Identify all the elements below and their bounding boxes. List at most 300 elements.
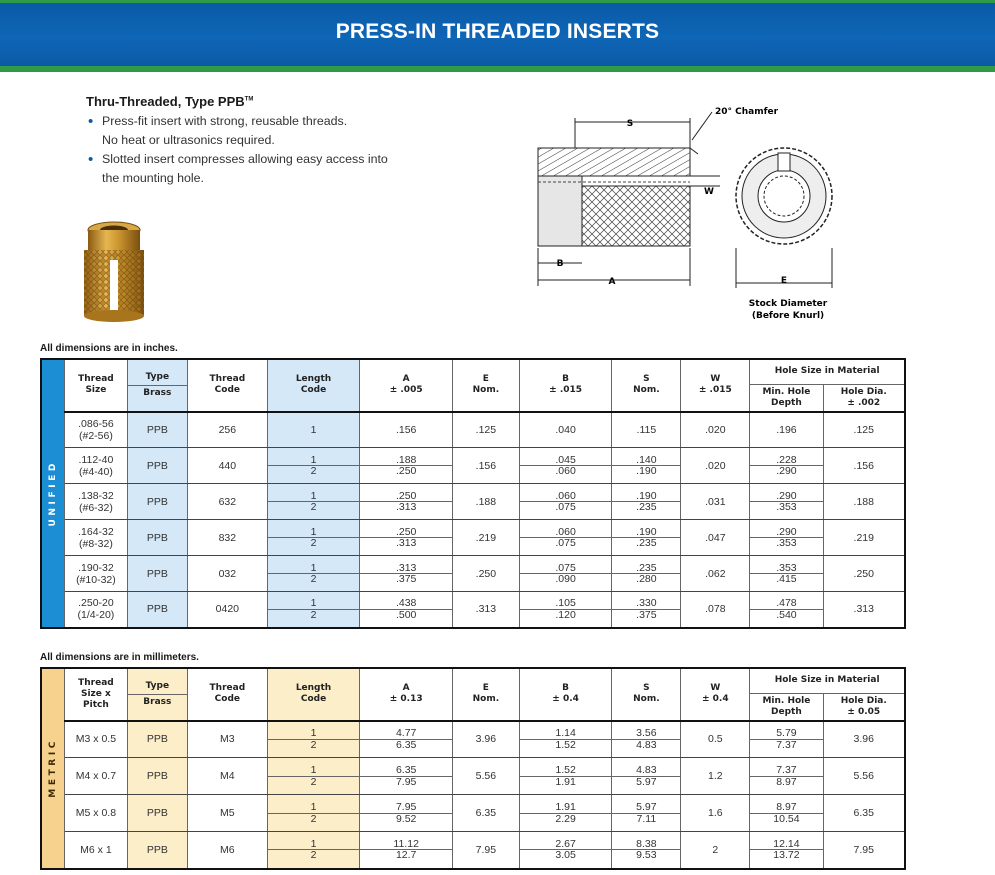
value: 1 [268, 598, 360, 610]
type-cell: PPB [127, 520, 187, 556]
value: 1.52 [520, 765, 612, 777]
a-cell [360, 448, 453, 484]
feature-line: Press-fit insert with strong, reusable threads. [102, 114, 348, 128]
length-code-cell [267, 484, 360, 520]
min-cell [750, 795, 823, 832]
b-cell [519, 448, 612, 484]
product-intro [86, 94, 506, 188]
thread-code-cell: 440 [187, 448, 267, 484]
a-cell [360, 556, 453, 592]
thread-code-cell: 0420 [187, 592, 267, 628]
thread-code-cell: 032 [187, 556, 267, 592]
min-cell [750, 484, 823, 520]
b-cell: .040 [519, 412, 612, 448]
table-row [41, 592, 905, 628]
header-line: Thread [209, 683, 246, 694]
value: 12.14 [750, 839, 822, 851]
type-cell: PPB [127, 484, 187, 520]
value: .250-20 [78, 597, 114, 610]
header-line: ± 0.4 [552, 694, 579, 705]
value: 8.97 [750, 802, 822, 814]
type-cell: PPB [127, 832, 187, 869]
value: .075 [520, 563, 612, 575]
w-cell: 0.5 [681, 721, 750, 758]
stock-diameter-note: (Before Knurl) [751, 311, 825, 321]
value: 10.54 [773, 812, 800, 825]
a-cell [360, 520, 453, 556]
thread-code-cell: M3 [187, 721, 267, 758]
value: .112-40 [78, 453, 114, 466]
value: 2 [310, 775, 317, 788]
thread-size-cell: M3 x 0.5 [65, 721, 127, 758]
value: 1.91 [555, 775, 576, 788]
value: 3.56 [612, 728, 680, 740]
e-header [452, 668, 519, 721]
type-header [127, 359, 187, 412]
s-cell [612, 484, 681, 520]
e-cell: 7.95 [452, 832, 519, 869]
header-line: Min. Hole [762, 386, 811, 397]
b-cell [519, 832, 612, 869]
b-cell [519, 795, 612, 832]
s-cell [612, 448, 681, 484]
value: 7.37 [776, 738, 797, 751]
feature-line: the mounting hole. [102, 171, 204, 185]
value: (#10-32) [76, 573, 116, 586]
value: 1 [268, 839, 360, 851]
value: .415 [776, 573, 797, 585]
min-cell [750, 592, 823, 628]
length-code-cell [267, 795, 360, 832]
value: 13.72 [773, 849, 800, 862]
w-header [681, 668, 750, 721]
header-line: Depth [771, 397, 802, 408]
type-cell: PPB [127, 556, 187, 592]
dim-label: A [608, 277, 616, 287]
length-code-cell [267, 832, 360, 869]
table-row [41, 520, 905, 556]
metric-dimensions-table [40, 667, 906, 870]
w-cell: 1.6 [681, 795, 750, 832]
a-cell [360, 592, 453, 628]
unified-side-label: UNIFIED [41, 359, 65, 628]
value: .228 [750, 455, 822, 467]
insert-dimension-drawing [520, 98, 860, 326]
w-cell: .031 [681, 484, 750, 520]
length-code-cell [267, 758, 360, 795]
header-line: Type [145, 371, 170, 382]
value: .045 [520, 455, 612, 467]
hole-dia-header [823, 384, 905, 412]
header-line: Thread [78, 374, 114, 385]
insert-photo [70, 216, 166, 326]
page-header [0, 0, 995, 72]
feature-line: No heat or ultrasonics required. [102, 133, 275, 147]
value: 1 [268, 563, 360, 575]
stock-diameter-label: Stock Diameter [748, 299, 828, 309]
header-line: Code [300, 385, 327, 396]
header-line: E [482, 374, 489, 385]
product-heading-text: Thru-Threaded, Type PPB [86, 94, 245, 109]
value: .235 [636, 501, 657, 513]
header-line: Nom. [472, 385, 500, 396]
value: .190 [612, 527, 680, 539]
type-cell: PPB [127, 758, 187, 795]
s-cell [612, 758, 681, 795]
length-code-cell [267, 520, 360, 556]
header-line: ± 0.13 [389, 694, 423, 705]
e-cell: 5.56 [452, 758, 519, 795]
b-header [519, 668, 612, 721]
table-row [41, 556, 905, 592]
value: .250 [395, 465, 417, 477]
w-cell: .062 [681, 556, 750, 592]
value: 9.53 [636, 849, 657, 862]
value: .290 [776, 465, 797, 477]
header-line: A [402, 374, 410, 385]
type-cell: PPB [127, 795, 187, 832]
type-cell: PPB [127, 448, 187, 484]
b-cell [519, 592, 612, 628]
a-cell [360, 721, 453, 758]
value: .235 [636, 537, 657, 549]
w-cell: 1.2 [681, 758, 750, 795]
header-line: Hole Dia. [840, 386, 887, 397]
unified-units-note: All dimensions are in inches. [40, 343, 178, 354]
a-header [360, 668, 453, 721]
value: .075 [555, 501, 576, 513]
length-code-cell: 1 [267, 412, 360, 448]
table-row [41, 758, 905, 795]
e-cell: .188 [452, 484, 519, 520]
min-cell: .196 [750, 412, 823, 448]
header-line: B [562, 683, 570, 694]
value: .290 [750, 491, 822, 503]
value: .164-32 [78, 525, 114, 538]
type-cell: PPB [127, 592, 187, 628]
thread-code-cell: 832 [187, 520, 267, 556]
value: .235 [612, 563, 680, 575]
value: 4.77 [360, 728, 452, 740]
value: .375 [395, 573, 417, 585]
value: (#8-32) [78, 537, 113, 550]
header-line: ± .015 [698, 385, 732, 396]
e-cell: .156 [452, 448, 519, 484]
hole-dia-cell: .125 [823, 412, 905, 448]
value: 1 [268, 728, 360, 740]
value: 2 [310, 465, 317, 477]
header-line: Size [85, 385, 107, 396]
unified-dimensions-table [40, 358, 906, 629]
feature-item [86, 112, 506, 150]
thread-size-cell [65, 412, 127, 448]
value: 2.29 [555, 812, 576, 825]
value: 12.7 [395, 849, 417, 862]
page-title: PRESS-IN THREADED INSERTS [335, 20, 660, 43]
value: (1/4-20) [77, 609, 115, 622]
w-cell: .047 [681, 520, 750, 556]
value: 6.35 [395, 738, 417, 751]
header-line: S [643, 683, 650, 694]
thread-size-header [65, 668, 127, 721]
header-line: ± .015 [549, 385, 583, 396]
value: .060 [520, 527, 612, 539]
b-cell [519, 758, 612, 795]
value: 2 [310, 537, 317, 549]
w-cell: 2 [681, 832, 750, 869]
value: 2.67 [520, 839, 612, 851]
value: .353 [750, 563, 822, 575]
thread-size-cell: M6 x 1 [65, 832, 127, 869]
value: .478 [750, 598, 822, 610]
length-code-cell [267, 721, 360, 758]
value: .105 [520, 598, 612, 610]
header-line: B [562, 374, 570, 385]
min-cell [750, 448, 823, 484]
thread-size-cell [65, 592, 127, 628]
value: 4.83 [612, 765, 680, 777]
min-hole-depth-header [750, 693, 823, 721]
thread-size-cell [65, 484, 127, 520]
value: .140 [612, 455, 680, 467]
header-line: E [482, 683, 489, 694]
header-line: ± .002 [847, 397, 881, 408]
w-header [681, 359, 750, 412]
hole-dia-header [823, 693, 905, 721]
header-line: Thread [78, 677, 114, 688]
min-cell [750, 832, 823, 869]
header-line: Length [295, 683, 332, 694]
table-row [41, 795, 905, 832]
thread-size-cell [65, 556, 127, 592]
min-cell [750, 520, 823, 556]
header-line: W [710, 683, 721, 694]
hole-dia-cell: .250 [823, 556, 905, 592]
header-line: Code [214, 385, 241, 396]
value: .190 [612, 491, 680, 503]
value: 1 [268, 455, 360, 467]
a-cell: .156 [360, 412, 453, 448]
thread-size-cell [65, 448, 127, 484]
value: .353 [776, 501, 797, 513]
w-cell: .078 [681, 592, 750, 628]
a-cell [360, 484, 453, 520]
value: 2 [310, 849, 317, 862]
value: .075 [555, 537, 576, 549]
header-line: Size x [80, 688, 111, 699]
value: .330 [612, 598, 680, 610]
table-row [41, 484, 905, 520]
b-cell [519, 556, 612, 592]
value: .500 [395, 608, 417, 621]
hole-size-header: Hole Size in Material [750, 668, 905, 693]
header-line: ± 0.4 [702, 694, 729, 705]
feature-list [86, 112, 506, 188]
value: .540 [776, 608, 797, 621]
value: .190-32 [78, 561, 114, 574]
value: .086-56 [78, 417, 114, 430]
header-line: Nom. [472, 694, 500, 705]
hole-dia-cell: 6.35 [823, 795, 905, 832]
value: 1 [268, 491, 360, 503]
e-cell: .250 [452, 556, 519, 592]
value: .375 [636, 608, 657, 621]
a-header [360, 359, 453, 412]
value: 1 [268, 802, 360, 814]
value: .120 [555, 608, 576, 621]
value: 5.97 [612, 802, 680, 814]
table-row [41, 832, 905, 869]
value: 8.97 [776, 775, 797, 788]
value: 2 [310, 738, 317, 751]
hole-dia-cell: .219 [823, 520, 905, 556]
header-line: Type [145, 680, 170, 691]
header-line: Length [295, 374, 332, 385]
thread-code-cell: M6 [187, 832, 267, 869]
header-line: Brass [128, 385, 187, 401]
e-cell: 6.35 [452, 795, 519, 832]
type-cell: PPB [127, 412, 187, 448]
e-header [452, 359, 519, 412]
feature-item [86, 150, 506, 188]
hole-dia-cell: 5.56 [823, 758, 905, 795]
s-header [612, 359, 681, 412]
value: 2 [310, 573, 317, 585]
s-cell [612, 721, 681, 758]
e-cell: .125 [452, 412, 519, 448]
b-cell [519, 520, 612, 556]
thread-code-cell: 632 [187, 484, 267, 520]
value: .060 [555, 465, 576, 477]
value: 9.52 [395, 812, 417, 825]
dim-label: S [626, 119, 634, 129]
length-code-cell [267, 448, 360, 484]
value: 2 [310, 501, 317, 513]
value: 5.97 [636, 775, 657, 788]
header-line: Hole Dia. [840, 695, 887, 706]
hole-dia-cell: .313 [823, 592, 905, 628]
type-header [127, 668, 187, 721]
value: .190 [636, 465, 657, 477]
value: (#4-40) [78, 465, 113, 478]
value: (#2-56) [78, 429, 113, 442]
hole-dia-cell: .156 [823, 448, 905, 484]
min-hole-depth-header [750, 384, 823, 412]
length-code-cell [267, 556, 360, 592]
e-cell: .313 [452, 592, 519, 628]
value: 6.35 [360, 765, 452, 777]
b-cell [519, 484, 612, 520]
value: .280 [636, 573, 657, 585]
length-code-cell [267, 592, 360, 628]
thread-size-header [65, 359, 127, 412]
metric-side-label: METRIC [41, 668, 65, 869]
thread-code-header [187, 668, 267, 721]
table-row [41, 721, 905, 758]
header-line: Depth [771, 706, 802, 717]
value: .313 [395, 501, 417, 513]
value: 11.12 [360, 839, 452, 851]
value: .250 [360, 527, 452, 539]
header-line: Brass [128, 694, 187, 710]
e-cell: 3.96 [452, 721, 519, 758]
b-cell [519, 721, 612, 758]
chamfer-label: 20° Chamfer [715, 107, 779, 117]
header-line: ± .005 [389, 385, 423, 396]
value: (#6-32) [78, 501, 113, 514]
dim-label: W [704, 187, 714, 197]
a-cell [360, 832, 453, 869]
min-cell [750, 556, 823, 592]
thread-size-cell: M4 x 0.7 [65, 758, 127, 795]
b-header [519, 359, 612, 412]
thread-size-cell [65, 520, 127, 556]
value: .138-32 [78, 489, 114, 502]
e-cell: .219 [452, 520, 519, 556]
header-line: Thread [209, 374, 246, 385]
trademark-mark: TM [244, 96, 254, 103]
value: .313 [395, 537, 417, 549]
s-cell [612, 832, 681, 869]
value: 8.38 [612, 839, 680, 851]
header-line: S [643, 374, 650, 385]
value: 7.11 [636, 812, 657, 825]
s-cell [612, 556, 681, 592]
value: 2 [310, 608, 317, 621]
s-cell [612, 592, 681, 628]
w-cell: .020 [681, 412, 750, 448]
table-row [41, 448, 905, 484]
value: 7.37 [750, 765, 822, 777]
thread-size-cell: M5 x 0.8 [65, 795, 127, 832]
a-cell [360, 758, 453, 795]
value: .060 [520, 491, 612, 503]
header-line: Code [300, 694, 327, 705]
dim-label: E [780, 276, 788, 286]
header-line: Pitch [83, 699, 109, 710]
w-cell: .020 [681, 448, 750, 484]
value: .250 [360, 491, 452, 503]
value: 4.83 [636, 738, 657, 751]
hole-dia-cell: .188 [823, 484, 905, 520]
s-cell [612, 520, 681, 556]
thread-code-cell: M5 [187, 795, 267, 832]
header-line: A [402, 683, 410, 694]
value: 5.79 [750, 728, 822, 740]
value: 1 [268, 765, 360, 777]
dim-label: B [556, 259, 564, 269]
value: 1.91 [520, 802, 612, 814]
hole-dia-cell: 7.95 [823, 832, 905, 869]
type-cell: PPB [127, 721, 187, 758]
header-line: Code [214, 694, 241, 705]
value: 1.52 [555, 738, 576, 751]
table-row [41, 412, 905, 448]
header-line: W [710, 374, 721, 385]
metric-units-note: All dimensions are in millimeters. [40, 652, 199, 663]
feature-line: Slotted insert compresses allowing easy access into [102, 152, 388, 166]
header-line: ± 0.05 [847, 706, 881, 717]
value: .313 [360, 563, 452, 575]
min-cell [750, 721, 823, 758]
header-line: Nom. [633, 385, 660, 396]
value: 7.95 [395, 775, 417, 788]
header-line: Min. Hole [762, 695, 811, 706]
length-code-header [267, 359, 360, 412]
value: .188 [360, 455, 452, 467]
hole-size-header: Hole Size in Material [750, 359, 905, 384]
value: .290 [750, 527, 822, 539]
